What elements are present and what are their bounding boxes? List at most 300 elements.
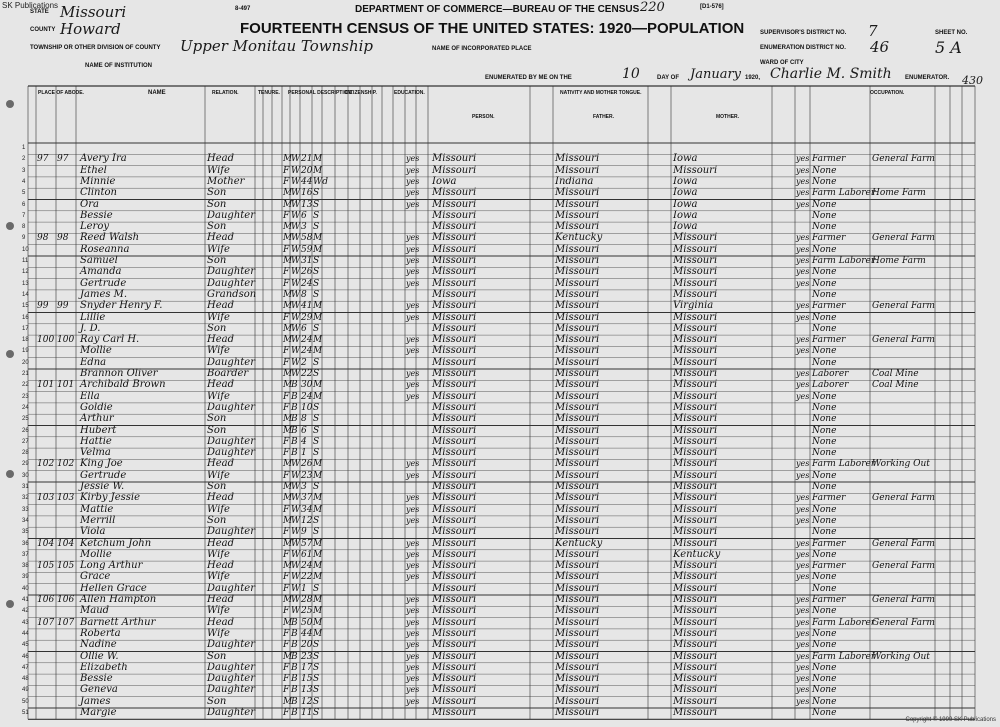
father-birthplace: Missouri [555,266,600,278]
race: W [291,323,301,334]
father-birthplace: Missouri [555,458,600,470]
sex: M [283,561,293,572]
birthplace: Missouri [432,221,477,233]
age: 13 [301,685,313,696]
person-name: Ethel [80,164,107,176]
marital-status: M [313,595,323,605]
family-number: 99 [57,301,69,312]
row-number: 2 [22,156,26,163]
sex: F [283,357,290,368]
form-code: [D1-576] [700,4,724,10]
race: B [291,628,298,639]
relation: Son [207,221,227,233]
sex: M [283,617,293,628]
father-birthplace: Kentucky [555,537,603,549]
row-number: 12 [22,269,29,276]
row-number: 51 [22,710,29,716]
english: yes [796,301,810,311]
row-number: 35 [22,529,29,536]
marital-status: S [313,369,320,379]
person-name: Kirby Jessie [80,492,140,504]
mother-birthplace: Missouri [673,435,718,447]
marital-status: S [313,482,320,492]
age: 4 [301,436,307,447]
marital-status: S [313,662,320,673]
sex: F [283,278,290,289]
marital-status: M [313,538,323,549]
english: yes [796,572,810,582]
family-number: 97 [57,154,69,165]
mother-birthplace: Missouri [673,334,718,346]
enumeration-label: ENUMERATION DISTRICT NO. [760,45,846,51]
relation: Son [207,322,227,334]
marital-status: S [313,583,320,594]
group-citizenship: CITIZENSHIP. [345,90,377,96]
age: 24 [301,278,313,289]
relation: Son [207,413,227,425]
birthplace: Missouri [432,458,477,470]
age: 22 [301,572,313,583]
birthplace: Missouri [432,187,477,199]
row-number: 47 [22,664,29,671]
birthplace: Missouri [432,503,477,515]
birthplace: Missouri [432,447,477,459]
marital-status: M [313,459,323,470]
township-label: TOWNSHIP OR OTHER DIVISION OF COUNTY [30,45,161,51]
father-birthplace: Missouri [555,481,600,492]
person-name: Mollie [80,345,112,357]
father-birthplace: Missouri [555,198,600,210]
marital-status: S [313,685,320,696]
father-birthplace: Missouri [555,492,600,504]
age: 44 [301,628,313,639]
father-birthplace: Missouri [555,582,600,594]
enumeration-day: 10 [622,66,640,82]
sex: F [283,527,290,538]
family-number: 102 [57,459,75,470]
person-name: Ella [80,390,100,402]
row-number: 13 [22,280,29,287]
father-birthplace: Missouri [555,616,600,628]
mother-birthplace: Missouri [673,481,718,492]
age: 8 [301,289,307,300]
english: yes [796,199,810,209]
sex: M [283,651,293,662]
marital-status: M [313,346,323,357]
mother-birthplace: Missouri [673,277,718,289]
sex: F [283,436,290,447]
marital-status: M [313,606,323,617]
speaks-english: yes [406,335,420,345]
ward-label: WARD OF CITY [760,60,804,66]
race: B [291,391,298,402]
row-number: 46 [22,653,29,660]
father-birthplace: Missouri [555,255,600,266]
sex: F [283,640,290,651]
speaks-english: yes [406,538,420,548]
age: 26 [301,267,313,278]
row-number: 3 [22,167,26,174]
row-number: 27 [22,438,29,445]
sex: M [283,323,293,334]
occupation: Laborer [812,369,849,379]
english: yes [796,561,810,571]
english: yes [796,459,810,469]
family-number: 101 [57,380,75,391]
speaks-english: yes [406,493,420,503]
father-birthplace: Missouri [555,153,600,165]
race: W [291,278,301,289]
relation: Boarder [207,368,249,379]
binder-hole [6,100,14,108]
occupation: None [812,312,837,323]
dwelling-number: 103 [37,493,55,504]
person-name: Leroy [80,221,110,233]
race: W [291,493,301,504]
age: 22 [301,369,313,379]
row-number: 42 [22,608,29,615]
binder-hole [6,222,14,230]
occupation: None [812,583,837,594]
race: W [291,289,301,300]
marital-status: M [313,312,323,323]
mother-birthplace: Missouri [673,707,718,718]
race: W [291,527,301,538]
sex: M [283,459,293,470]
english: yes [796,595,810,604]
sex: F [283,606,290,617]
birthplace: Missouri [432,209,477,221]
english: yes [796,165,810,175]
row-number: 18 [22,337,29,344]
sheet-label: SHEET NO. [935,30,968,36]
speaks-english: yes [406,628,420,638]
occupation: None [812,572,837,583]
race: W [291,312,301,323]
speaks-english: yes [406,572,420,582]
father-birthplace: Missouri [555,695,600,707]
person-name: Gertrude [80,277,127,289]
supervisor-number: 7 [868,22,878,40]
industry: General Farm [872,233,935,244]
birthplace: Missouri [432,594,477,605]
occupation: None [812,470,837,481]
father-birthplace: Missouri [555,277,600,289]
occupation: None [812,549,837,560]
mother-birthplace: Iowa [673,209,698,221]
row-number: 4 [22,178,26,185]
race: W [291,199,301,210]
speaks-english: yes [406,595,420,604]
marital-status: S [313,640,320,651]
person-name: Hubert [80,424,117,436]
sex: F [283,674,290,685]
row-number: 34 [22,517,29,524]
father-birthplace: Missouri [555,356,600,368]
birthplace: Missouri [432,345,477,357]
industry: General Farm [872,595,935,605]
relation: Wife [207,469,230,481]
birthplace: Missouri [432,548,477,560]
sex: F [283,402,290,413]
occupation: Farmer [812,154,846,165]
row-number: 48 [22,676,29,683]
sheet-number: 5 A [935,38,962,57]
mother-birthplace: Iowa [673,153,698,165]
occupation: None [812,504,837,515]
birthplace: Missouri [432,255,477,266]
mother-birthplace: Missouri [673,255,718,266]
father-birthplace: Missouri [555,221,600,233]
mother-birthplace: Missouri [673,232,718,244]
race: W [291,335,301,346]
age: 34 [301,504,313,515]
marital-status: S [313,651,320,662]
birthplace: Missouri [432,322,477,334]
family-number: 103 [57,493,75,504]
row-number: 7 [22,212,26,219]
person-name: Hattie [80,435,112,447]
relation: Son [207,650,227,662]
person-name: Lillie [80,311,106,323]
sex: F [283,312,290,323]
dwelling-number: 98 [37,233,49,244]
marital-status: S [313,696,320,707]
age: 26 [301,459,313,470]
father-birthplace: Missouri [555,571,600,583]
sex: M [283,369,293,379]
state-value: Missouri [60,3,127,21]
dwelling-number: 105 [37,561,55,572]
mother-birthplace: Missouri [673,469,718,481]
age: 30 [301,380,313,391]
sex: F [283,470,290,481]
birthplace: Missouri [432,537,477,549]
birthplace: Missouri [432,481,477,492]
birthplace: Missouri [432,526,477,538]
english: yes [796,504,810,514]
race: W [291,561,301,572]
relation: Daughter [207,266,255,278]
mother-birthplace: Missouri [673,413,718,425]
speaks-english: yes [406,391,420,401]
father-birthplace: Missouri [555,435,600,447]
mother-birthplace: Missouri [673,401,718,413]
age: 3 [301,482,307,492]
father-birthplace: Missouri [555,447,600,459]
relation: Wife [207,627,230,639]
age: 10 [301,402,313,413]
mother-birthplace: Missouri [673,492,718,504]
father-birthplace: Missouri [555,514,600,526]
race: W [291,176,301,187]
industry: Coal Mine [872,369,919,379]
marital-status: S [313,289,320,300]
dwelling-number: 102 [37,459,55,470]
sex: F [283,662,290,673]
age: 58 [301,233,313,244]
speaks-english: yes [406,640,420,650]
race: W [291,346,301,357]
father-birthplace: Missouri [555,187,600,199]
birthplace: Missouri [432,368,477,379]
english: yes [796,549,810,559]
mother-birthplace: Missouri [673,695,718,707]
row-number: 11 [22,258,29,264]
person-name: Margie [80,707,117,718]
english: yes [796,696,810,706]
marital-status: S [313,414,320,425]
birthplace: Missouri [432,277,477,289]
age: 24 [301,561,313,572]
birthplace: Missouri [432,684,477,696]
relation: Head [207,334,235,346]
speaks-english: yes [406,188,420,198]
person-name: Barnett Arthur [80,616,156,628]
race: W [291,357,301,368]
mother-birthplace: Missouri [673,650,718,662]
sex: F [283,708,290,718]
person-name: Bessie [80,209,113,221]
relation: Head [207,560,235,572]
person-name: Ketchum John [80,537,152,549]
race: W [291,515,301,526]
father-birthplace: Missouri [555,594,600,605]
occupation: None [812,357,837,368]
person-name: Roseanna [80,243,130,255]
mother-birthplace: Iowa [673,175,698,187]
occupation: None [812,436,837,447]
father-birthplace: Missouri [555,368,600,379]
department-label: DEPARTMENT OF COMMERCE—BUREAU OF THE CENSUS [355,4,640,15]
relation: Head [207,300,235,312]
age: 24 [301,346,313,357]
marital-status: M [313,301,323,312]
sex: M [283,595,293,605]
speaks-english: yes [406,233,420,243]
race: B [291,708,298,718]
birthplace: Missouri [432,627,477,639]
mother-birthplace: Missouri [673,526,718,538]
row-number: 43 [22,619,29,626]
age: 13 [301,199,313,210]
sex: M [283,425,293,436]
age: 12 [301,515,313,526]
age: 6 [301,323,307,334]
age: 11 [301,708,313,718]
sex: M [283,696,293,707]
occupation: None [812,289,837,300]
father-birthplace: Missouri [555,334,600,346]
dwelling-number: 101 [37,380,55,391]
english: yes [796,369,810,378]
birthplace: Missouri [432,695,477,707]
age: 23 [301,470,313,481]
row-number: 15 [22,303,29,310]
person-name: James M. [80,288,128,300]
marital-status: S [313,527,320,538]
age: 6 [301,210,307,221]
row-number: 1 [22,145,26,151]
english: yes [796,651,810,661]
county-label: COUNTY [30,27,56,33]
row-number: 26 [22,427,29,434]
sex: F [283,391,290,402]
age: 31 [301,256,313,266]
occupation: None [812,165,837,176]
speaks-english: yes [406,256,420,265]
age: 17 [301,662,313,673]
marital-status: M [313,470,323,481]
relation: Wife [207,243,230,255]
birthplace: Missouri [432,401,477,413]
sex: M [283,380,293,391]
row-number: 45 [22,642,29,649]
speaks-english: yes [406,470,420,480]
birthplace: Missouri [432,560,477,572]
relation: Daughter [207,639,255,651]
sex: F [283,583,290,594]
birthplace: Missouri [432,390,477,402]
birthplace: Missouri [432,164,477,176]
occupation: None [812,346,837,357]
race: W [291,459,301,470]
row-number: 31 [22,484,29,490]
english: yes [796,640,810,650]
sex: M [283,538,293,549]
speaks-english: yes [406,312,420,322]
group-name: NAME [148,90,166,96]
marital-status: M [313,493,323,504]
occupation: Farmer [812,335,846,346]
relation: Mother [207,175,245,187]
mother-birthplace: Kentucky [673,548,721,560]
person-name: Edna [80,356,107,368]
english: yes [796,674,810,684]
father-birthplace: Missouri [555,560,600,572]
father-birthplace: Indiana [555,175,594,187]
person-name: Ora [80,198,99,210]
dwelling-number: 100 [37,335,55,346]
occupation: Farm Laborer [812,459,876,470]
enumeration-month: January [690,67,742,82]
age: 20 [301,165,313,176]
race: W [291,549,301,560]
relation: Son [207,198,227,210]
marital-status: M [313,380,323,391]
person-name: Snyder Henry F. [80,300,163,312]
english: yes [796,346,810,356]
corner-mark: 430 [962,74,983,87]
row-number: 44 [22,630,29,637]
occupation: Farmer [812,538,846,549]
age: 8 [301,414,307,425]
sex: M [283,289,293,300]
occupation: Farmer [812,595,846,605]
english: yes [796,154,810,164]
race: B [291,696,298,707]
age: 9 [301,527,307,538]
birthplace: Missouri [432,356,477,368]
person-name: Arthur [80,413,114,425]
relation: Daughter [207,401,255,413]
speaks-english: yes [406,662,420,672]
occupation: None [812,267,837,278]
english: yes [796,335,810,345]
father-birthplace: Missouri [555,401,600,413]
marital-status: M [313,572,323,583]
age: 41 [301,301,313,312]
